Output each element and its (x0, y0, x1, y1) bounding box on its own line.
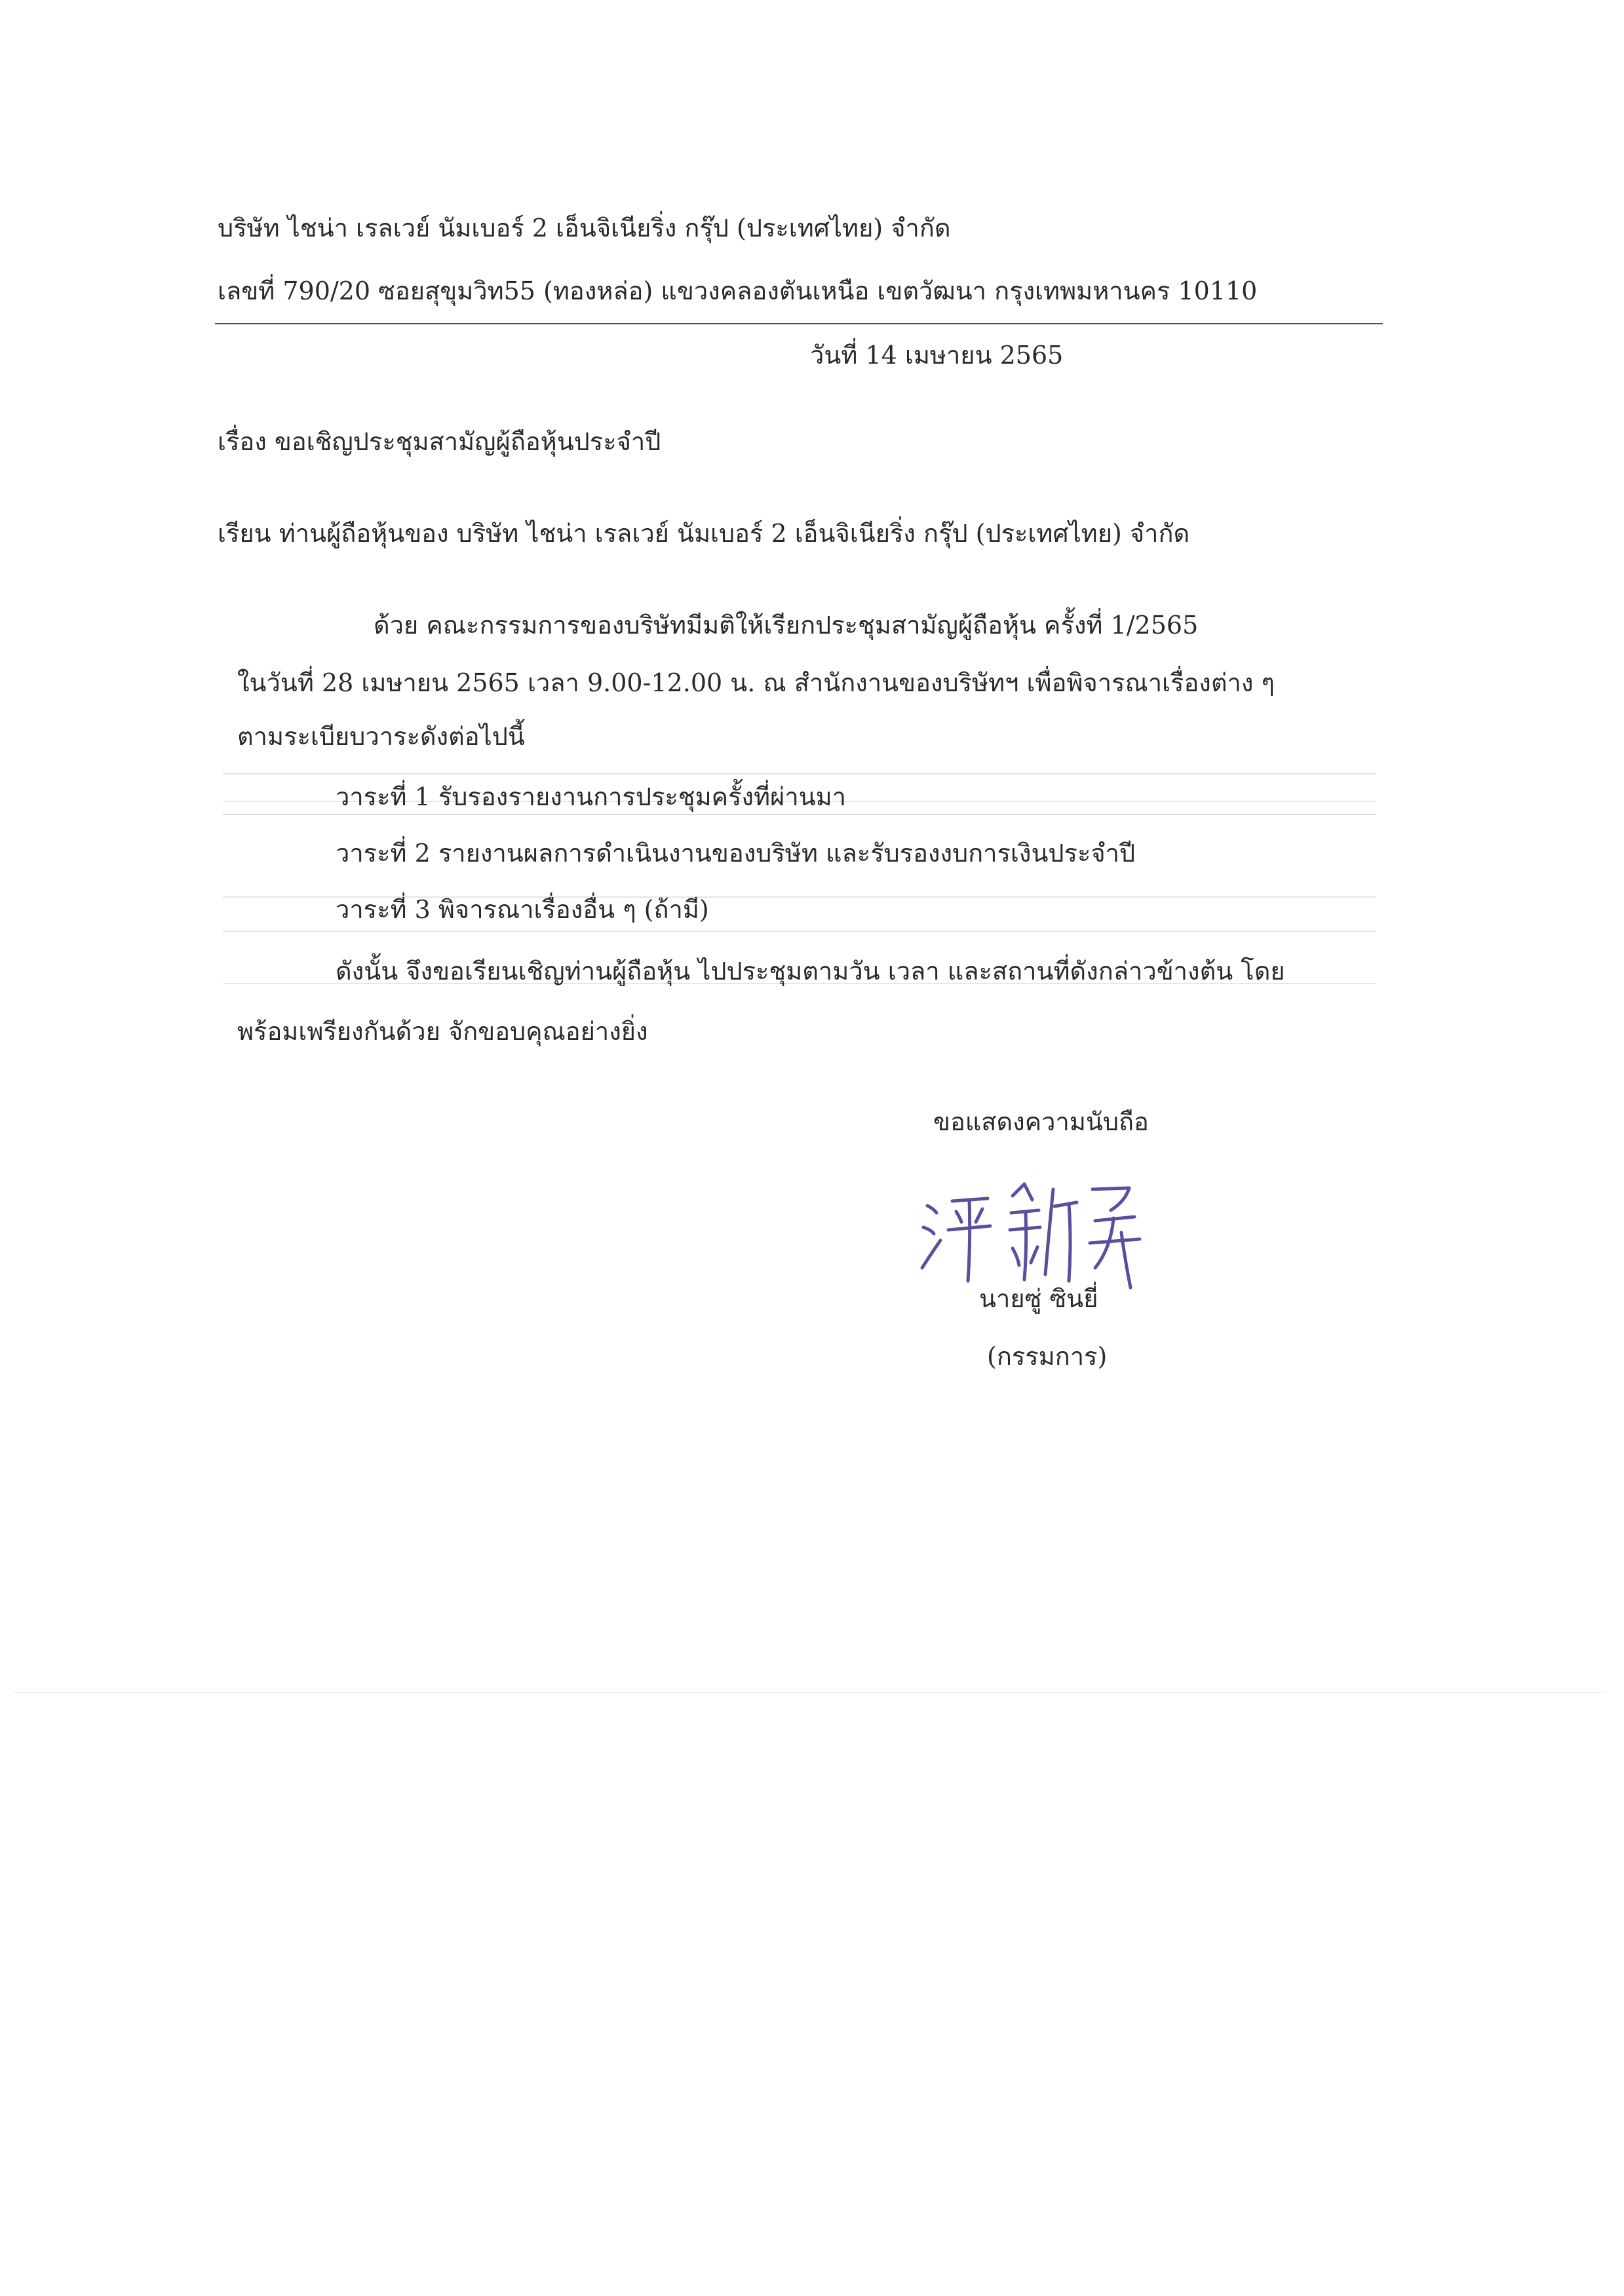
body-line: ในวันที่ 28 เมษายน 2565 เวลา 9.00-12.00 น. ณ สำนักงานของบริษัทฯ เพื่อพิจารณาเรื่องต่าง ๆ (237, 668, 1275, 697)
closing-greeting: ขอแสดงความนับถือ (933, 1107, 1149, 1136)
body-line: ตามระเบียบวาระดังต่อไปนี้ (237, 722, 525, 751)
scan-line (223, 930, 1376, 932)
signatory-name: นายซู่ ซินยี่ (979, 1284, 1098, 1313)
letter-subject: เรื่อง ขอเชิญประชุมสามัญผู้ถือหุ้นประจำปี (218, 427, 661, 456)
company-name: บริษัท ไชน่า เรลเวย์ นัมเบอร์ 2 เอ็นจิเนียริ่ง กรุ๊ป (ประเทศไทย) จำกัด (218, 214, 951, 242)
agenda-item: วาระที่ 3 พิจารณาเรื่องอื่น ๆ (ถ้ามี) (336, 895, 709, 924)
closing-line: พร้อมเพรียงกันด้วย จักขอบคุณอย่างยิ่ง (237, 1017, 648, 1046)
letter-date: วันที่ 14 เมษายน 2565 (810, 341, 1064, 370)
handwritten-signature (914, 1170, 1163, 1294)
signatory-title: (กรรมการ) (987, 1342, 1108, 1371)
scan-line (223, 773, 1376, 775)
body-line: ด้วย คณะกรรมการของบริษัทมีมติให้เรียกประชุมสามัญผู้ถือหุ้น ครั้งที่ 1/2565 (374, 611, 1199, 640)
closing-line: ดังนั้น จึงขอเรียนเชิญท่านผู้ถือหุ้น ไปประชุมตามวัน เวลา และสถานที่ดังกล่าวข้างต้น โดย (336, 957, 1285, 985)
agenda-item: วาระที่ 2 รายงานผลการดำเนินงานของบริษัท และรับรองงบการเงินประจำปี (336, 839, 1136, 868)
letter-recipient: เรียน ท่านผู้ถือหุ้นของ บริษัท ไชน่า เรลเวย์ นัมเบอร์ 2 เอ็นจิเนียริ่ง กรุ๊ป (ประเทศไทย) จำกัด (218, 519, 1190, 548)
agenda-item: วาระที่ 1 รับรองรายงานการประชุมครั้งที่ผ่านมา (336, 782, 847, 811)
scan-line (223, 814, 1376, 815)
company-address: เลขที่ 790/20 ซอยสุขุมวิท55 (ทองหล่อ) แขวงคลองตันเหนือ เขตวัฒนา กรุงเทพมหานคร 10110 (218, 277, 1258, 305)
scan-line (13, 1692, 1606, 1693)
letterhead-divider (215, 323, 1383, 324)
